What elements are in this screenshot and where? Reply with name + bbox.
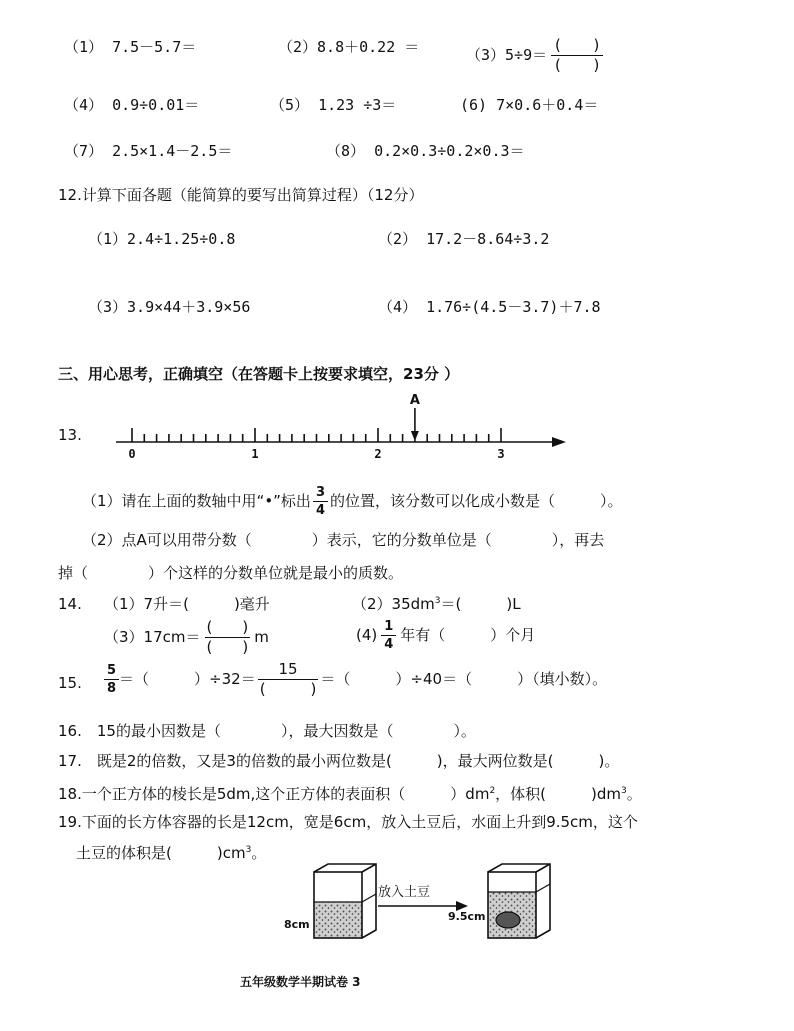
item-expression: 2.5×1.4－2.5＝: [112, 142, 233, 160]
fraction-numerator-blank[interactable]: ( ): [553, 36, 602, 54]
q11-item-4: [64, 98, 199, 113]
cubic-exponent: 3: [434, 596, 441, 606]
page-footer: 五年级数学半期试卷 3: [240, 975, 361, 989]
q19-line-2: [76, 846, 266, 861]
number-line-label: 3: [497, 447, 505, 461]
part-4-text-after: 年有（ ）个月: [400, 626, 536, 644]
item-number: (6): [460, 96, 488, 114]
q17-text: 17. 既是2的倍数，又是3的倍数的最小两位数是( )，最大两位数是( )。: [58, 752, 620, 770]
label-8cm: 8cm: [284, 918, 310, 931]
fraction-denominator-blank[interactable]: ( ): [553, 56, 602, 74]
q11-item-1: [64, 40, 196, 55]
point-a-arrowhead: [411, 431, 419, 441]
number-line: [0, 390, 794, 470]
item-number: （2）: [378, 230, 418, 248]
fraction-one-quarter: [381, 620, 396, 651]
item-number: （3）: [88, 298, 128, 316]
item-expression: 1.76÷(4.5－3.7)＋7.8: [426, 298, 601, 316]
fraction-numerator: 3: [315, 485, 325, 500]
fraction-denominator-blank[interactable]: ( ): [259, 680, 317, 698]
q12-item-2: [378, 232, 549, 247]
number-line-label: 0: [128, 447, 136, 461]
item-expression: 2.4÷1.25÷0.8: [127, 230, 236, 248]
part-1-text-after: 的位置，该分数可以化成小数是（ ）。: [329, 492, 623, 510]
q16-text: 16. 15的最小因数是（ ），最大因数是（ ）。: [58, 722, 476, 740]
part-3-unit: m: [254, 628, 269, 646]
container-after: [488, 864, 550, 938]
fraction-five-eighths: [104, 664, 119, 695]
item-expression: 1.23 ÷3＝: [318, 96, 397, 114]
fraction-numerator-blank[interactable]: ( ): [206, 618, 249, 636]
q18-text-part-3: 。: [626, 785, 642, 803]
item-number: （1）: [88, 230, 128, 248]
item-expression: 5÷9＝: [505, 46, 548, 64]
square-exponent: 2: [489, 786, 496, 796]
q14-part-2: [352, 597, 521, 612]
q12-item-1: [88, 232, 235, 247]
q19-line-2-text: 土豆的体积是( )cm: [76, 844, 246, 862]
q14-part-4: [356, 620, 535, 651]
q13-number: 13.: [58, 426, 82, 444]
containers-illustration: [282, 862, 562, 958]
item-expression: 8.8＋0.22 ＝: [317, 38, 420, 56]
fraction-numerator: 5: [107, 663, 117, 678]
part-2-text: （2）35dm: [352, 595, 435, 613]
answer-fraction: [551, 38, 603, 73]
fraction-numerator: 1: [384, 619, 394, 634]
point-a-label: A: [409, 393, 420, 408]
q11-item-6: [460, 98, 598, 113]
item-expression: 7×0.6＋0.4＝: [496, 96, 599, 114]
part-1-text-before: （1）请在上面的数轴中用“•”标出: [82, 492, 311, 510]
item-expression: 0.2×0.3÷0.2×0.3＝: [374, 142, 525, 160]
label-9-5cm: 9.5cm: [448, 910, 486, 923]
part-3-text-before: （3）17cm＝: [104, 628, 201, 646]
fraction-three-quarters: [313, 486, 328, 517]
q18-text: [58, 787, 642, 802]
q13-part-2-line-1: （2）点A可以用带分数（ ）表示，它的分数单位是（ ），再去: [82, 531, 605, 549]
water-before: [314, 902, 362, 938]
item-number: （2）: [278, 38, 318, 56]
equation-middle-text: ＝（ ）÷32＝: [119, 670, 256, 688]
item-number: （1）: [64, 38, 104, 56]
q15-number: 15.: [58, 674, 82, 692]
q11-item-8: [326, 144, 525, 159]
fraction-denominator: 4: [313, 501, 328, 517]
answer-fraction: [258, 662, 319, 697]
number-line-label: 2: [374, 447, 382, 461]
item-number: （8）: [326, 142, 366, 160]
section-3-heading: 三、用心思考，正确填空（在答题卡上按要求填空，23分 ）: [58, 365, 460, 383]
item-number: （3）: [466, 46, 506, 64]
q11-item-3: [466, 38, 603, 73]
item-number: （5）: [270, 96, 310, 114]
number-line-label: 1: [251, 447, 259, 461]
number-line-arrowhead: [552, 437, 566, 447]
fraction-denominator: 8: [104, 679, 119, 695]
q14-number: 14.: [58, 595, 82, 613]
cubic-exponent: 3: [245, 845, 252, 855]
q14-part-1: （1）7升＝( )毫升: [104, 595, 270, 613]
fraction-numerator: 15: [278, 660, 298, 678]
q11-item-2: [278, 40, 419, 55]
cubic-exponent: 3: [621, 786, 627, 796]
item-number: （4）: [64, 96, 104, 114]
q12-item-3: [88, 300, 250, 315]
part-4-text-before: (4): [356, 626, 378, 644]
q18-text-part-1: 18.一个正方体的棱长是5dm,这个正方体的表面积（ ）dm: [58, 785, 490, 803]
potato: [496, 912, 520, 928]
item-expression: 3.9×44＋3.9×56: [127, 298, 251, 316]
item-number: （7）: [64, 142, 104, 160]
equation-end-text: ＝（ ）÷40＝（ ）（填小数）。: [320, 670, 608, 688]
part-2-text-after: ＝( )L: [440, 595, 521, 613]
fraction-denominator-blank[interactable]: ( ): [206, 638, 249, 656]
q19-line-2-end: 。: [251, 844, 267, 862]
q14-part-3: [104, 620, 269, 655]
q15-equation: [104, 662, 607, 697]
q12-title: 12.计算下面各题（能简算的要写出简算过程）（12分）: [58, 186, 424, 204]
fraction-denominator: 4: [381, 635, 396, 651]
item-expression: 0.9÷0.01＝: [112, 96, 200, 114]
q18-text-part-2: ，体积( )dm: [495, 785, 622, 803]
item-expression: 17.2－8.64÷3.2: [426, 230, 550, 248]
q11-item-7: [64, 144, 232, 159]
q12-item-4: [378, 300, 601, 315]
answer-fraction: [205, 620, 251, 655]
q13-part-1: [82, 486, 623, 517]
q11-item-5: [270, 98, 396, 113]
arrow-label: 放入土豆: [378, 885, 431, 900]
item-number: （4）: [378, 298, 418, 316]
container-before: [314, 864, 376, 938]
item-expression: 7.5－5.7＝: [112, 38, 197, 56]
q13-part-2-line-2: 掉（ ）个这样的分数单位就是最小的质数。: [58, 564, 404, 582]
q19-line-1: 19.下面的长方体容器的长是12cm，宽是6cm，放入土豆后，水面上升到9.5cm，这个: [58, 813, 638, 831]
